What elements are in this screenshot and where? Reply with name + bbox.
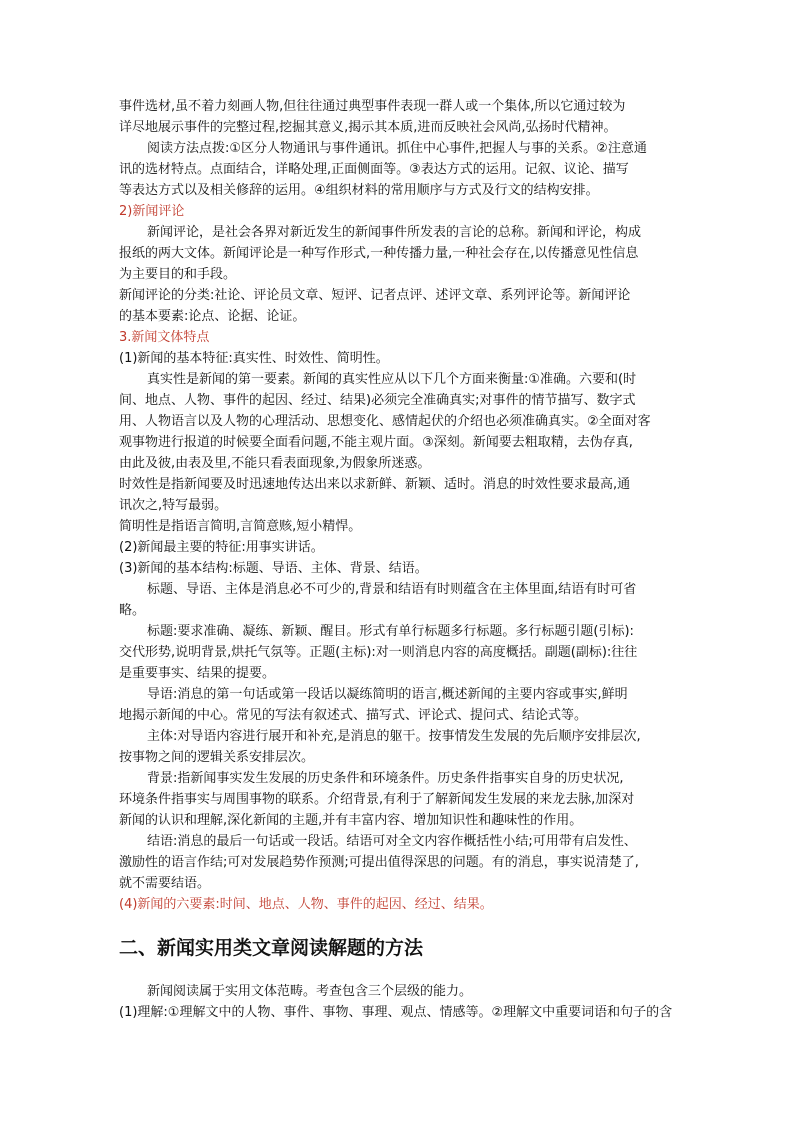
structure-line-1: 标题、导语、主体是消息必不可少的,背景和结语有时则蕴含在主体里面,结语有时可省 (147, 582, 637, 597)
truth-line-4: 观事物进行报道的时候要全面看问题,不能主观片面。③深刻。新闻要去粗取精，去伪存真, (119, 435, 633, 450)
body-line-2: 按事物之间的逻辑关系安排层次。 (119, 750, 315, 765)
timeliness-line-1: 时效性是指新闻要及时迅速地传达出来以求新鲜、新颖、适时。消息的时效性要求最高,通 (119, 477, 631, 492)
commentary-line-5: 的基本要素:论点、论据、论证。 (119, 309, 306, 324)
features-point-2: (2)新闻最主要的特征:用事实讲话。 (119, 540, 324, 555)
background-line-1: 背景:指新闻事实发生发展的历史条件和环境条件。历史条件指事实自身的历史状况, (147, 771, 624, 786)
reading-tips-line-3: 等表达方式以及相关修辞的运用。④组织材料的常用顺序与方式及行文的结构安排。 (119, 183, 599, 198)
section-spacer-2 (119, 961, 679, 981)
intro-line-2: 详尽地展示事件的完整过程,挖掘其意义,揭示其本质,进而反映社会风尚,弘扬时代精神。 (119, 120, 617, 135)
title-line-3: 是重要事实、结果的提要。 (119, 666, 276, 681)
body-line-1: 主体:对导语内容进行展开和补充,是消息的躯干。按事情发生发展的先后顺序安排层次, (147, 729, 641, 744)
commentary-heading: 2)新闻评论 (119, 204, 185, 219)
features-heading: 3.新闻文体特点 (119, 330, 210, 345)
truth-line-5: 由此及彼,由表及里,不能只看表面现象,为假象所迷惑。 (119, 456, 431, 471)
truth-line-3: 用、人物语言以及人物的心理活动、思想变化、感情起伏的介绍也必须准确真实。②全面对客 (119, 414, 651, 429)
timeliness-line-2: 讯次之,特写最弱。 (119, 498, 228, 513)
features-point-4: (4)新闻的六要素:时间、地点、人物、事件的起因、经过、结果。 (119, 897, 493, 912)
reading-tips-line-1: 阅读方法点拨:①区分人物通讯与事件通讯。抓住中心事件,把握人与事的关系。②注意通 (147, 141, 647, 156)
brevity-line: 简明性是指语言简明,言简意赅,短小精悍。 (119, 519, 362, 534)
lead-line-2: 地揭示新闻的中心。常见的写法有叙述式、描写式、评论式、提问式、结论式等。 (119, 708, 588, 723)
ending-line-3: 就不需要结语。 (119, 876, 211, 891)
background-line-3: 新闻的认识和理解,深化新闻的主题,并有丰富内容、增加知识性和趣味性的作用。 (119, 813, 583, 828)
lead-line-1: 导语:消息的第一句话或第一段话以凝练简明的语言,概述新闻的主要内容或事实,鲜明 (147, 687, 628, 702)
intro-line-1: 事件选材,虽不着力刻画人物,但往往通过典型事件表现一群人或一个集体,所以它通过较为 (119, 99, 626, 114)
title-line-1: 标题:要求准确、凝练、新颖、醒目。形式有单行标题多行标题。多行标题引题(引标): (147, 624, 634, 639)
truth-line-1: 真实性是新闻的第一要素。新闻的真实性应从以下几个方面来衡量:①准确。六要和(时 (147, 372, 637, 387)
truth-line-2: 间、地点、人物、事件的起因、经过、结果)必须完全准确真实;对事件的情节描写、数字式 (119, 393, 636, 408)
ending-line-2: 激励性的语言作结;可对发展趋势作预测;可提出值得深思的问题。有的消息，事实说清楚了, (119, 855, 639, 870)
features-point-3: (3)新闻的基本结构:标题、导语、主体、背景、结语。 (119, 561, 428, 576)
ending-line-1: 结语:消息的最后一句话或一段话。结语可对全文内容作概括性小结;可用带有启发性、 (147, 834, 637, 849)
background-line-2: 环境条件指事实与周围事物的联系。介绍背景,有利于了解新闻发生发展的来龙去脉,加深对 (119, 792, 635, 807)
page-content (119, 96, 679, 1023)
section-2-intro: 新闻阅读属于实用文体范畴。考查包含三个层级的能力。 (147, 984, 473, 999)
structure-line-2: 略。 (119, 603, 146, 618)
section-2-heading: 二、新闻实用类文章阅读解题的方法 (119, 937, 424, 959)
commentary-line-4: 新闻评论的分类:社论、评论员文章、短评、记者点评、述评文章、系列评论等。新闻评论 (119, 288, 631, 303)
features-point-1: (1)新闻的基本特征:真实性、时效性、简明性。 (119, 351, 389, 366)
commentary-line-1: 新闻评论，是社会各界对新近发生的新闻事件所发表的言论的总称。新闻和评论，构成 (147, 225, 642, 240)
section-2-point-1: (1)理解:①理解文中的人物、事件、事物、事理、观点、情感等。②理解文中重要词语和句子的含 (119, 1005, 673, 1020)
section-spacer (119, 915, 679, 935)
reading-tips-line-2: 讯的选材特点。点面结合，详略处理,正面侧面等。③表达方式的运用。记叙、议论、描写 (119, 162, 629, 177)
commentary-line-3: 为主要目的和手段。 (119, 267, 237, 282)
title-line-2: 交代形势,说明背景,烘托气氛等。正题(主标):对一则消息内容的高度概括。副题(副标):往往 (119, 645, 638, 660)
commentary-line-2: 报纸的两大文体。新闻评论是一种写作形式,一种传播力量,一种社会存在,以传播意见性信息 (119, 246, 639, 261)
